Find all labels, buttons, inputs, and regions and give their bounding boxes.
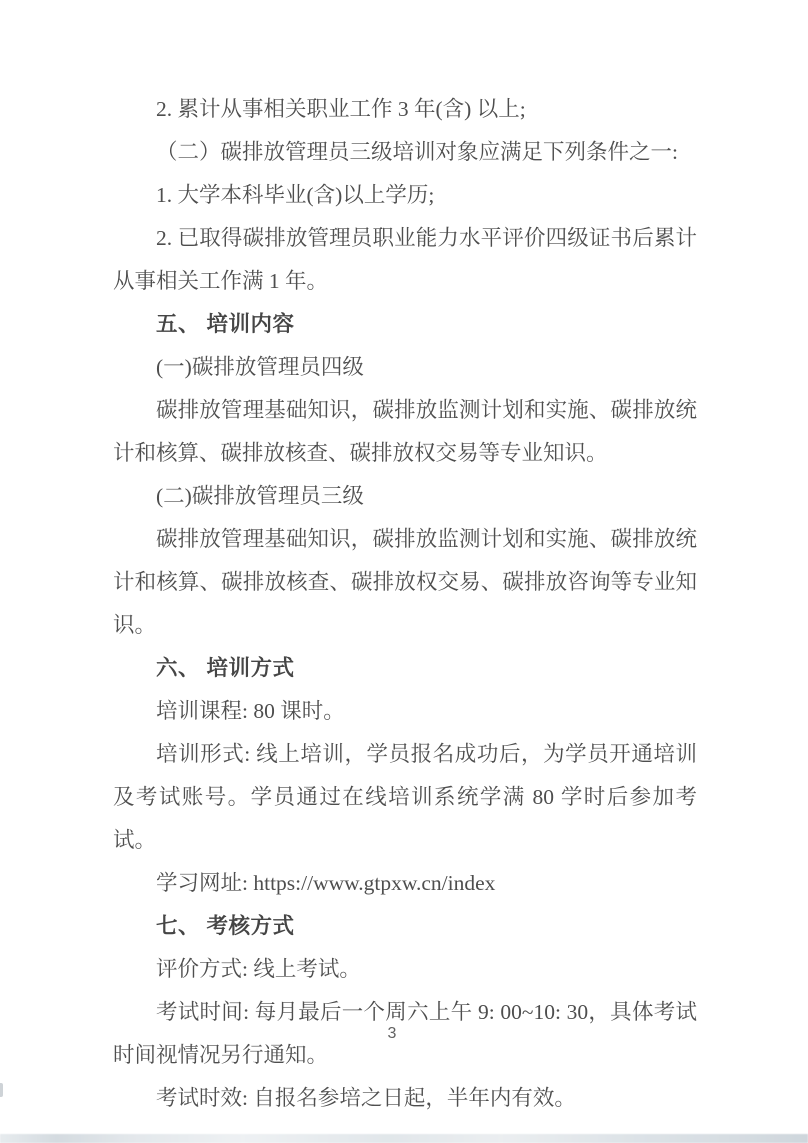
paragraph: 碳排放管理基础知识，碳排放监测计划和实施、碳排放统计和核算、碳排放核查、碳排放权交易等专业知识。 — [113, 398, 697, 465]
paragraph: （二）碳排放管理员三级培训对象应满足下列条件之一: — [156, 140, 678, 164]
paragraph: 培训课程: 80 课时。 — [156, 699, 345, 723]
paragraph: (一)碳排放管理员四级 — [156, 355, 364, 379]
paragraph: 碳排放管理基础知识，碳排放监测计划和实施、碳排放统计和核算、碳排放核查、碳排放权交易、碳排放咨询等专业知识。 — [113, 527, 697, 637]
scan-artifact-bottom-edge — [0, 1134, 808, 1143]
scan-artifact-left-tick — [0, 1083, 3, 1097]
paragraph: (二)碳排放管理员三级 — [156, 484, 364, 508]
paragraph: 考试时效: 自报名参培之日起，半年内有效。 — [156, 1086, 576, 1110]
paragraph: 评价方式: 线上考试。 — [156, 957, 361, 981]
page-number: 3 — [387, 1025, 397, 1042]
paragraph: 1. 大学本科毕业(含)以上学历; — [156, 183, 435, 207]
paragraph: 考试时间: 每月最后一个周六上午 9: 00~10: 30，具体考试时间视情况另行通知。 — [113, 1000, 697, 1067]
paragraph: 2. 已取得碳排放管理员职业能力水平评价四级证书后累计从事相关工作满 1 年。 — [113, 226, 697, 293]
section-heading: 七、 考核方式 — [156, 914, 295, 938]
document-body — [113, 88, 697, 1120]
section-heading: 六、 培训方式 — [156, 656, 295, 680]
paragraph: 学习网址: https://www.gtpxw.cn/index — [156, 871, 496, 895]
paragraph: 培训形式: 线上培训，学员报名成功后，为学员开通培训及考试账号。学员通过在线培训系统学满 80 学时后参加考试。 — [113, 742, 697, 852]
section-heading: 五、 培训内容 — [156, 312, 295, 336]
paragraph: 2. 累计从事相关职业工作 3 年(含) 以上; — [156, 97, 526, 121]
